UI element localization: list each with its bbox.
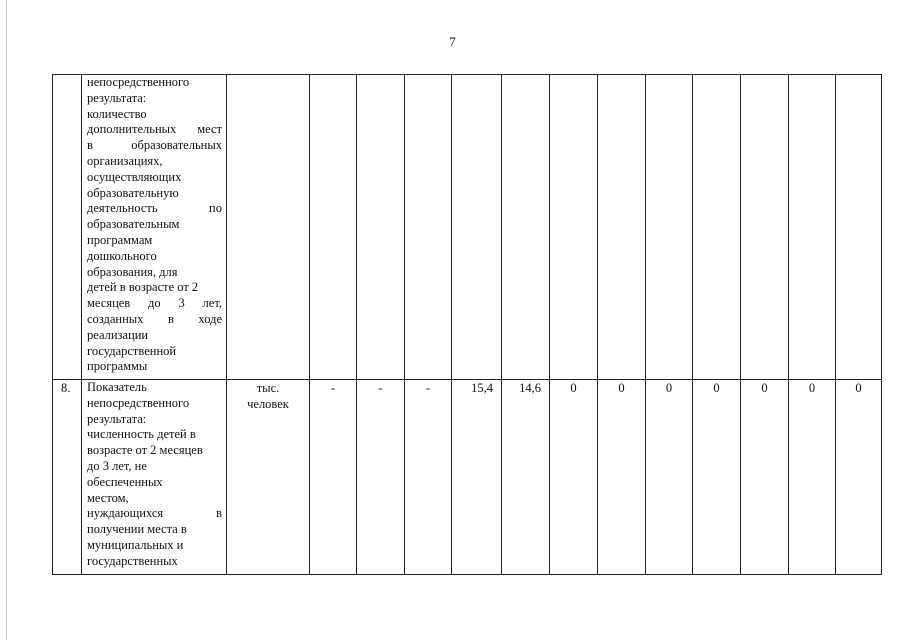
value-cell: 0 [836,380,882,575]
value-cell [357,75,405,380]
value-cell: 0 [741,380,789,575]
indicator-name-line: государственной [87,343,177,358]
indicator-name-line: образования, для [87,264,178,279]
value-cell: 0 [646,380,693,575]
table-row [53,380,882,575]
indicator-name-line: обеспеченных [87,474,163,489]
indicator-name-line: результата: [87,411,147,426]
value-cell: 0 [789,380,836,575]
page-edge-line [6,0,7,640]
indicator-name-line: дошкольного [87,248,157,263]
indicator-name-line: организациях, [87,153,163,168]
indicator-name-line: детей в возрасте от 2 [87,280,199,295]
value-cell [646,75,693,380]
value-cell: 0 [693,380,741,575]
value-cell: - [357,380,405,575]
indicator-name-line: возрасте от 2 месяцев [87,443,203,458]
indicator-name-line: нуждающихся в [87,506,222,521]
value-cell: - [310,380,357,575]
value-cell: 14,6 [502,380,550,575]
indicator-name-line: месяцев до 3 лет, [87,296,222,311]
value-cell [310,75,357,380]
value-cell [550,75,598,380]
value-cell [693,75,741,380]
indicator-name-line: образовательным [87,217,180,232]
indicator-name-line: муниципальных и [87,537,184,552]
value-cell [836,75,882,380]
value-cell [789,75,836,380]
value-cell: 0 [550,380,598,575]
indicator-name-line: непосредственного [87,75,190,89]
indicator-name-line: в образовательных [87,138,222,153]
indicator-name-line: реализации [87,327,149,342]
row-number-cell [53,75,82,380]
indicator-name-line: результата: [87,90,147,105]
value-cell: 0 [598,380,646,575]
indicator-name-line: деятельность по [87,201,222,216]
indicator-name-line: программы [87,359,148,374]
indicator-name-line: до 3 лет, не [87,458,147,473]
unit-line: тыс. [256,381,280,395]
unit-cell [227,380,310,575]
indicator-name-line: осуществляющих [87,169,182,184]
indicator-name-line: созданных в ходе [87,311,222,326]
indicator-name-cell [82,380,227,575]
unit-cell [227,75,310,380]
indicator-name-line: дополнительных мест [87,122,222,137]
row-number-cell: 8. [53,380,82,575]
indicator-name-line: получении места в [87,522,187,537]
unit-line: человек [247,396,289,411]
value-cell [502,75,550,380]
indicator-name-line: численность детей в [87,427,196,442]
indicator-name-line: местом, [87,490,129,505]
indicator-name-line: образовательную [87,185,179,200]
value-cell: 15,4 [452,380,502,575]
indicator-name-line: Показатель [87,380,147,394]
indicator-name-line: непосредственного [87,395,190,410]
page-number: 7 [449,34,456,49]
value-cell [741,75,789,380]
indicator-name-line: количество [87,106,147,121]
indicator-name-line: программам [87,232,153,247]
value-cell [405,75,452,380]
indicators-table [52,74,882,575]
value-cell [598,75,646,380]
value-cell: - [405,380,452,575]
value-cell [452,75,502,380]
indicator-name-cell [82,75,227,380]
indicator-name-line: государственных [87,553,178,568]
table-row [53,75,882,380]
